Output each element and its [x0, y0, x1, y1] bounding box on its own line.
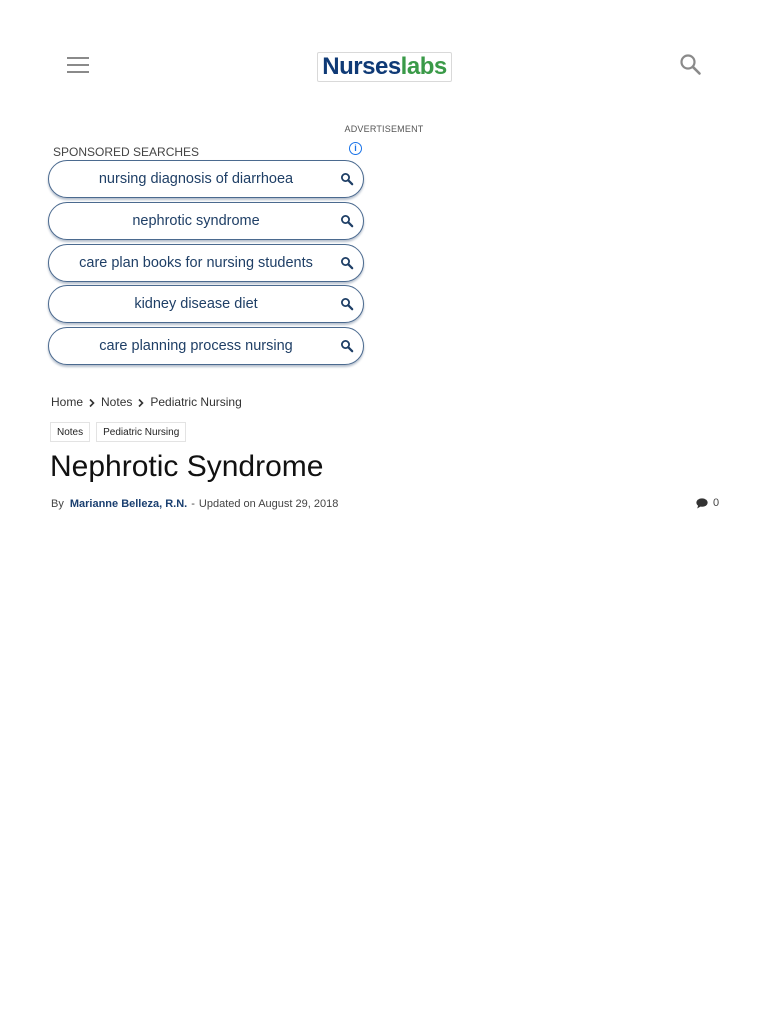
- breadcrumb: [51, 395, 242, 409]
- sponsored-search-label: nursing diagnosis of diarrhoea: [98, 171, 294, 187]
- comment-count: 0: [713, 497, 720, 509]
- search-button[interactable]: [678, 52, 704, 78]
- chevron-right-icon: [132, 395, 150, 409]
- search-icon: [678, 52, 704, 78]
- site-header: [0, 0, 768, 130]
- sponsored-search-item[interactable]: [48, 244, 364, 282]
- comments-link[interactable]: [696, 497, 719, 509]
- hamburger-menu-button[interactable]: [64, 52, 92, 78]
- chevron-right-icon: [83, 395, 101, 409]
- sponsored-search-label: care plan books for nursing students: [79, 254, 313, 271]
- sponsored-search-label: kidney disease diet: [134, 296, 258, 313]
- sponsored-search-item[interactable]: [48, 327, 364, 365]
- sponsored-search-item[interactable]: [48, 285, 364, 323]
- article-meta: [51, 498, 338, 510]
- advertisement-label: ADVERTISEMENT: [344, 124, 424, 134]
- logo-text-labs: labs: [400, 53, 447, 80]
- sponsored-search-item[interactable]: [48, 160, 364, 198]
- sponsored-search-label: nephrotic syndrome: [132, 212, 260, 229]
- comment-icon: [696, 498, 708, 509]
- sponsored-search-label: care planning process nursing: [99, 338, 293, 355]
- menu-icon: [67, 57, 89, 59]
- tag-pediatric-nursing[interactable]: Pediatric Nursing: [96, 422, 186, 442]
- author-link[interactable]: Marianne Belleza, R.N.: [69, 498, 188, 510]
- search-icon: [340, 339, 354, 353]
- page-title: Nephrotic Syndrome: [50, 450, 324, 483]
- breadcrumb-home[interactable]: Home: [51, 395, 84, 409]
- breadcrumb-pediatric-nursing[interactable]: Pediatric Nursing: [150, 395, 242, 409]
- sponsored-searches-label: SPONSORED SEARCHES: [53, 145, 200, 159]
- breadcrumb-notes[interactable]: Notes: [101, 395, 133, 409]
- search-icon: [340, 297, 354, 311]
- updated-date: Updated on August 29, 2018: [198, 498, 339, 510]
- search-icon: [340, 256, 354, 270]
- sponsored-search-list: [48, 160, 364, 369]
- search-icon: [340, 214, 354, 228]
- site-logo[interactable]: [317, 52, 452, 82]
- byline-prefix: By: [51, 498, 64, 510]
- category-tags: [50, 422, 186, 442]
- meta-separator: -: [191, 498, 195, 510]
- sponsored-search-item[interactable]: [48, 202, 364, 240]
- logo-text-nurses: Nurses: [322, 53, 401, 80]
- search-icon: [340, 172, 354, 186]
- info-icon[interactable]: i: [349, 142, 362, 155]
- tag-notes[interactable]: Notes: [50, 422, 90, 442]
